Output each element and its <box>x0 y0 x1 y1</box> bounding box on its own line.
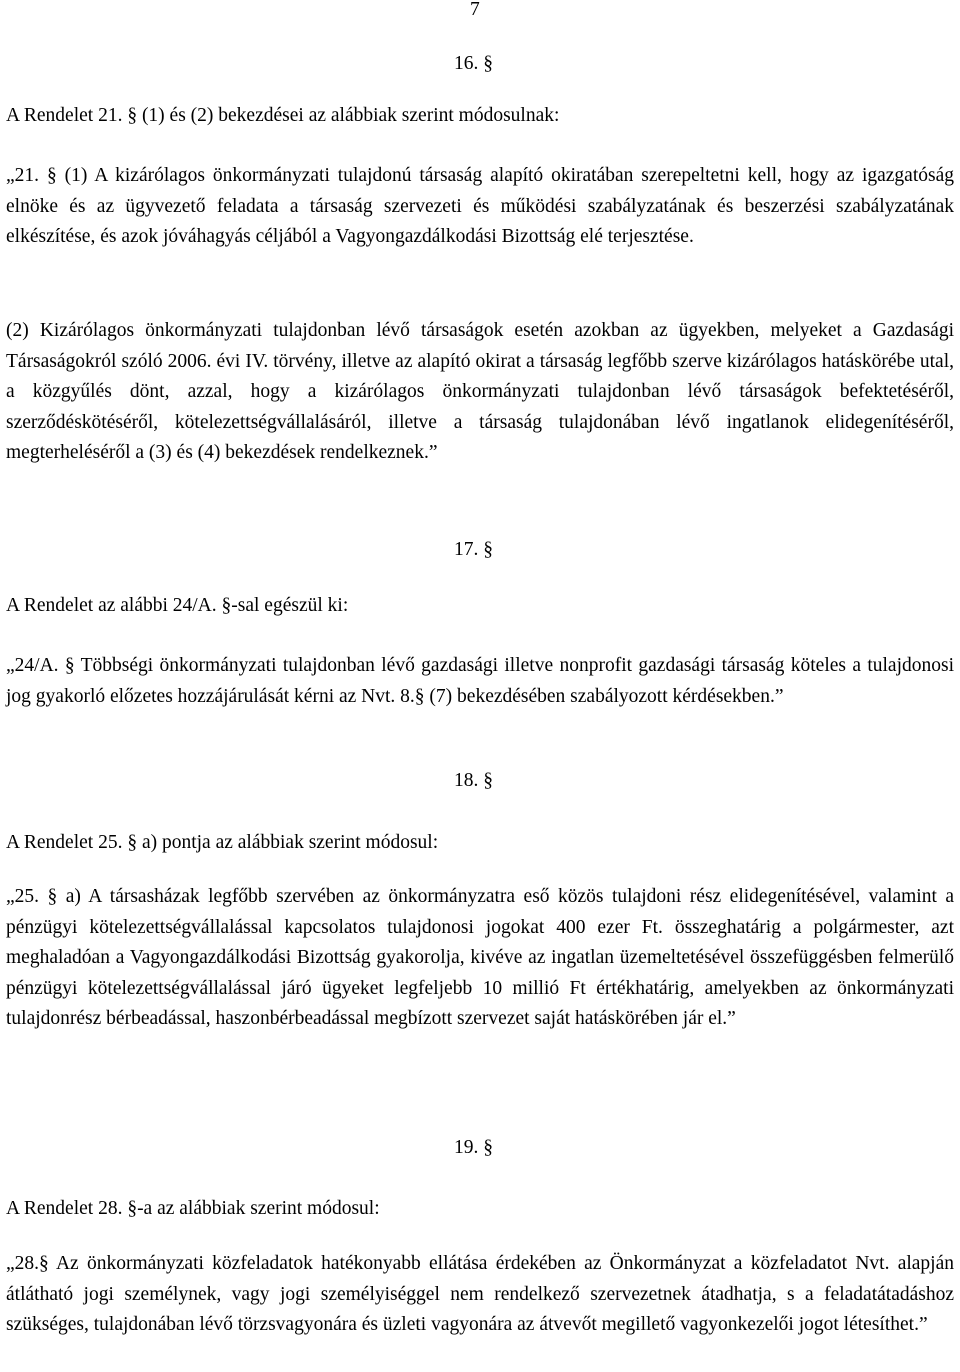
section-paragraph: „28.§ Az önkormányzati közfeladatok hatékonyabb ellátása érdekében az Önkormányzat a közfeladatot Nvt. alapján átlátható jogi személynek, vagy jogi személyiséggel nem rendelkező szervezetnek átadhatja, s a feladatátadáshoz szükséges, tulajdonában lévő törzsvagyonára és üzleti vagyonára az átvevőt megillető vagyonkezelői jogot létesíthet.” <box>6 1253 954 1335</box>
section-heading: 17. § <box>454 539 493 560</box>
section-intro: A Rendelet az alábbi 24/A. §-sal egészül ki: <box>6 595 349 616</box>
section-intro: A Rendelet 25. § a) pontja az alábbiak szerint módosul: <box>6 832 439 853</box>
section-intro: A Rendelet 28. §-a az alábbiak szerint módosul: <box>6 1198 380 1219</box>
section-paragraph: „25. § a) A társasházak legfőbb szervében az önkormányzatra eső közös tulajdoni rész elidegenítésével, valamint a pénzügyi kötelezettségvállalással kapcsolatos tulajdonosi jogokat 400 ezer Ft. összeghatárig a polgármester, azt meghaladóan a Vagyongazdálkodási Bizottság gyakorolja, kivéve az ingatlan üzemeltetésével összefüggésben felmerülő pénzügyi kötelezettségvállalással járó ügyeket legfeljebb 10 millió Ft értékhatárig, amelyekben az önkormányzati tulajdonrész bérbeadással, haszonbérbeadással megbízott szervezet saját hatáskörében jár el.” <box>6 886 954 1029</box>
section-heading: 19. § <box>454 1137 493 1158</box>
page-number: 7 <box>470 0 480 20</box>
section-heading: 16. § <box>454 53 493 74</box>
section-paragraph: „24/A. § Többségi önkormányzati tulajdonban lévő gazdasági illetve nonprofit gazdasági társaság köteles a tulajdonosi jog gyakorló előzetes hozzájárulását kérni az Nvt. 8.§ (7) bekezdésében szabályozott kérdésekben.” <box>6 655 954 707</box>
section-paragraph: „21. § (1) A kizárólagos önkormányzati tulajdonú társaság alapító okiratában szerepeltetni kell, hogy az igazgatóság elnöke és az ügyvezető feladata a társaság szervezeti és működési szabályzatának és beszerzési szabályzatának elkészítése, és azok jóváhagyás céljából a Vagyongazdálkodási Bizottság elé terjesztése. <box>6 165 954 247</box>
section-paragraph: (2) Kizárólagos önkormányzati tulajdonban lévő társaságok esetén azokban az ügyekben, melyeket a Gazdasági Társaságokról szóló 2006. évi IV. törvény, illetve az alapító okirat a társaság legfőbb szerve kizárólagos hatáskörébe utal, a közgyűlés dönt, azzal, hogy a kizárólagos önkormányzati tulajdonban lévő társaságok befektetéséről, szerződéskötéséről, kötelezettségvállalásáról, illetve a társaság tulajdonában lévő ingatlanok elidegenítéséről, megterheléséről a (3) és (4) bekezdések rendelkeznek.” <box>6 320 954 463</box>
section-heading: 18. § <box>454 770 493 791</box>
section-intro: A Rendelet 21. § (1) és (2) bekezdései az alábbiak szerint módosulnak: <box>6 105 560 126</box>
